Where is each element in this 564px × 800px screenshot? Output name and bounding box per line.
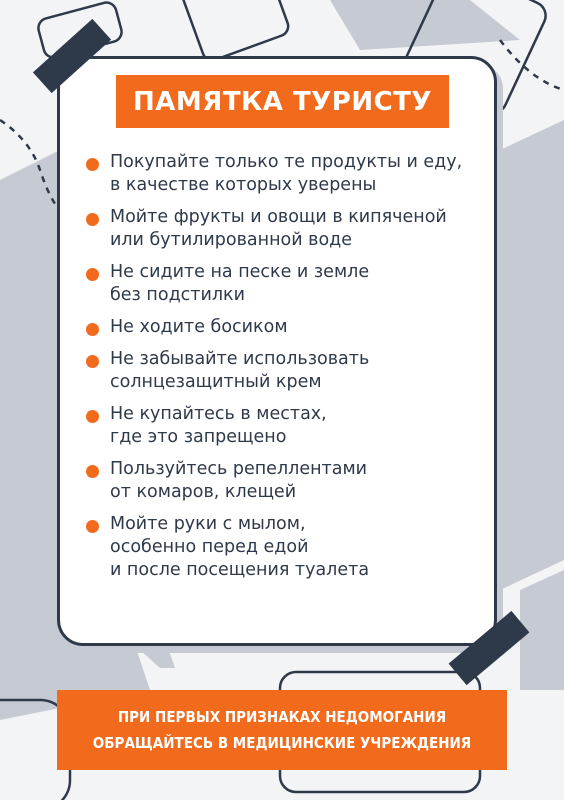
bullet-icon: [86, 323, 99, 336]
bullet-icon: [86, 268, 99, 281]
list-item-text: Не купайтесь в местах, где это запрещено: [110, 404, 327, 447]
list-item-text: Пользуйтесь репеллентами от комаров, клещей: [110, 459, 368, 502]
list-item: [84, 458, 494, 504]
list-item-text: Не сидите на песке и земле без подстилки: [110, 262, 370, 305]
page-title: ПАМЯТКА ТУРИСТУ: [116, 75, 449, 128]
bullet-icon: [86, 520, 99, 533]
footer-warning: ПРИ ПЕРВЫХ ПРИЗНАКАХ НЕДОМОГАНИЯ ОБРАЩАЙТЕСЬ В МЕДИЦИНСКИЕ УЧРЕЖДЕНИЯ: [57, 690, 507, 770]
bullet-icon: [86, 410, 99, 423]
list-item: [84, 316, 494, 339]
list-item-text: Не ходите босиком: [110, 317, 288, 337]
bullet-icon: [86, 213, 99, 226]
list-item-text: Мойте руки с мылом, особенно перед едой и после посещения туалета: [110, 514, 370, 580]
bullet-icon: [86, 158, 99, 171]
list-item: [84, 206, 494, 252]
list-item: [84, 261, 494, 307]
list-item-text: Не забывайте использовать солнцезащитный крем: [110, 349, 370, 392]
bullet-icon: [86, 355, 99, 368]
tips-list: [84, 151, 494, 591]
list-item: [84, 348, 494, 394]
list-item-text: Покупайте только те продукты и еду, в качестве которых уверены: [110, 152, 463, 195]
list-item: [84, 151, 494, 197]
list-item: [84, 403, 494, 449]
background-shape: [330, 0, 520, 50]
bullet-icon: [86, 465, 99, 478]
list-item-text: Мойте фрукты и овощи в кипяченой или бутилированной воде: [110, 207, 447, 250]
list-item: [84, 513, 494, 582]
background-shape: [500, 120, 564, 590]
background-shape: [0, 150, 60, 680]
suitcase-icon: [179, 0, 291, 63]
